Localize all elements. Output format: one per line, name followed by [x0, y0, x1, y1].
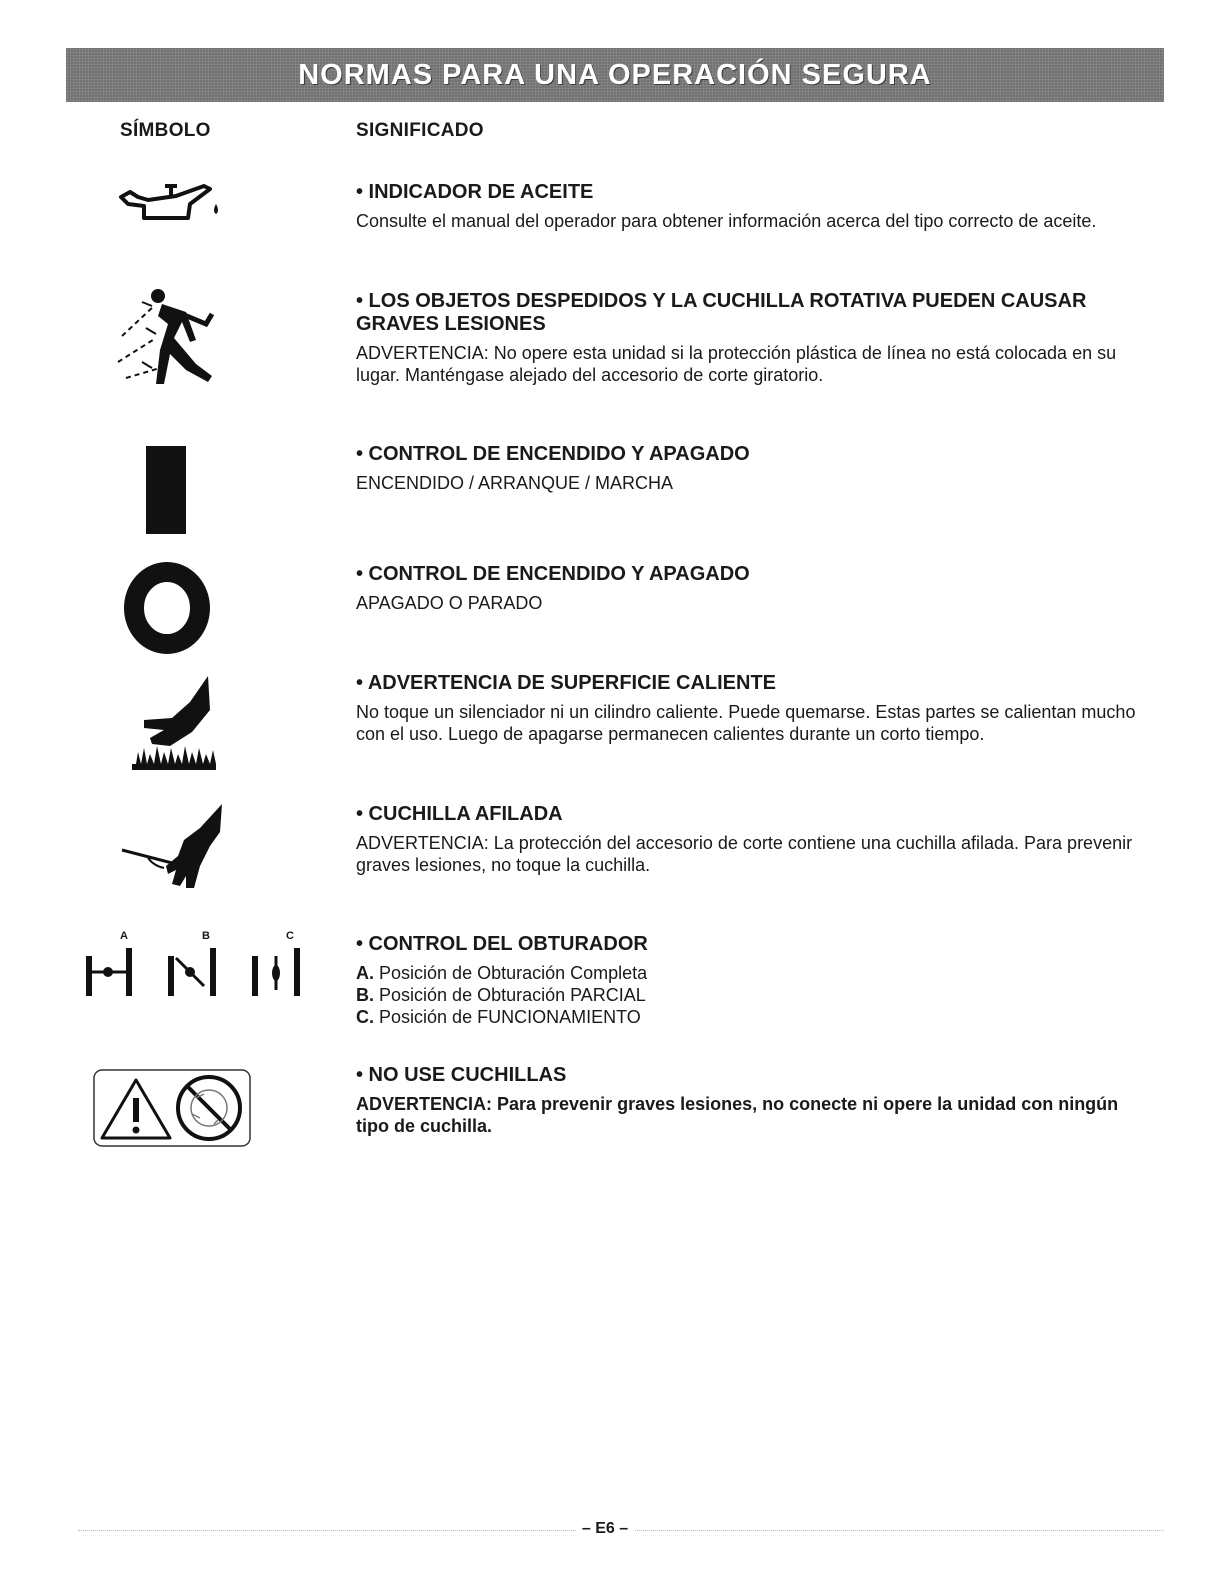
hot-surface-section [356, 672, 1156, 745]
sharp-blade-title: • CUCHILLA AFILADA [356, 803, 563, 825]
oil-can-icon [118, 180, 228, 230]
choke-line-a [356, 962, 1156, 984]
sharp-blade-text: ADVERTENCIA: La protección del accesorio de corte contiene una cuchilla afilada. Para prevenir graves lesiones, no toque la cuchilla. [356, 833, 1133, 875]
hot-surface-title: • ADVERTENCIA DE SUPERFICIE CALIENTE [356, 672, 776, 694]
choke-label-b: B [202, 930, 210, 942]
no-blades-text: ADVERTENCIA: Para prevenir graves lesiones, no conecte ni opere la unidad con ningún tipo de cuchilla. [356, 1094, 1119, 1136]
sharp-blade-section [356, 803, 1156, 876]
off-symbol-icon [122, 560, 212, 656]
choke-label-a: A [120, 930, 128, 942]
choke-text-a: Posición de Obturación Completa [379, 963, 648, 983]
thrown-objects-section [356, 290, 1156, 386]
choke-line-c [356, 1006, 1156, 1028]
sharp-blade-icon [118, 800, 228, 894]
choke-letter-c: C. [356, 1007, 374, 1027]
symbol-column-header: SÍMBOLO [120, 120, 211, 141]
on-control-text: ENCENDIDO / ARRANQUE / MARCHA [356, 473, 674, 493]
page-number-label: – E6 – [576, 1520, 634, 1537]
hot-surface-icon [130, 672, 220, 774]
on-control-title: • CONTROL DE ENCENDIDO Y APAGADO [356, 443, 750, 465]
choke-letter-b: B. [356, 985, 374, 1005]
no-blades-section [356, 1064, 1156, 1137]
on-control-section [356, 443, 1156, 494]
no-blades-title: • NO USE CUCHILLAS [356, 1064, 567, 1086]
page-title: NORMAS PARA UNA OPERACIÓN SEGURA [298, 58, 932, 91]
thrown-objects-icon [112, 284, 228, 392]
title-banner [66, 48, 1164, 102]
choke-letter-a: A. [356, 963, 374, 983]
choke-diagram-icon [82, 944, 314, 1002]
on-symbol-icon [146, 446, 186, 534]
page-number [0, 1520, 1210, 1538]
meaning-column-header: SIGNIFICADO [356, 120, 484, 141]
choke-line-b [356, 984, 1156, 1006]
thrown-objects-text: ADVERTENCIA: No opere esta unidad si la protección plástica de línea no está colocada en su lugar. Manténgase alejado del accesorio de corte giratorio. [356, 343, 1117, 385]
thrown-objects-title: • LOS OBJETOS DESPEDIDOS Y LA CUCHILLA ROTATIVA PUEDEN CAUSAR GRAVES LESIONES [356, 290, 1087, 335]
choke-control-section [356, 933, 1156, 1028]
choke-label-c: C [286, 930, 294, 942]
hot-surface-text: No toque un silenciador ni un cilindro caliente. Puede quemarse. Estas partes se calientan mucho con el uso. Luego de apagarse permanecen calientes durante un corto tiempo. [356, 702, 1136, 744]
off-control-section [356, 563, 1156, 614]
off-control-title: • CONTROL DE ENCENDIDO Y APAGADO [356, 563, 750, 585]
choke-text-c: Posición de FUNCIONAMIENTO [379, 1007, 641, 1027]
oil-indicator-section [356, 181, 1156, 232]
choke-control-title: • CONTROL DEL OBTURADOR [356, 933, 648, 955]
choke-text-b: Posición de Obturación PARCIAL [379, 985, 646, 1005]
choke-position-icon [82, 930, 314, 1005]
oil-indicator-text: Consulte el manual del operador para obtener información acerca del tipo correcto de aceite. [356, 211, 1097, 231]
off-control-text: APAGADO O PARADO [356, 593, 543, 613]
oil-indicator-title: • INDICADOR DE ACEITE [356, 181, 594, 203]
no-blades-warning-icon [92, 1068, 252, 1148]
